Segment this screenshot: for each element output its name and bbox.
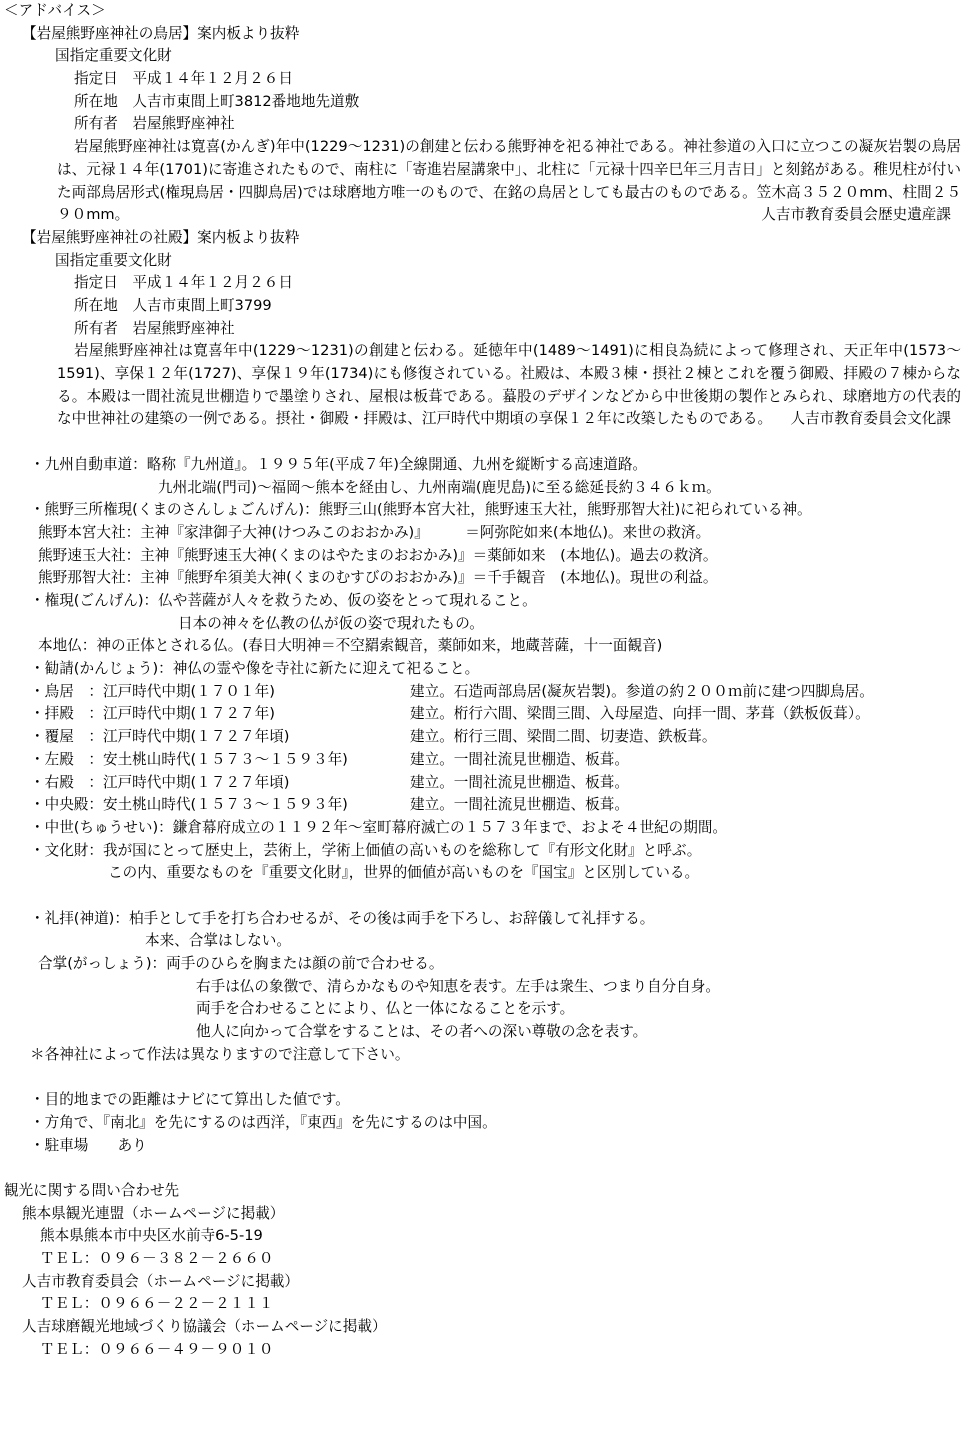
building-row bbox=[0, 794, 971, 817]
building-desc: 建立。桁行三間、梁間二間、切妻造、鉄板葺。 bbox=[410, 728, 717, 746]
building-era: ・右殿 ：江戸時代中期(１７２７年頃) bbox=[30, 773, 290, 791]
torii-section bbox=[0, 23, 971, 227]
shaden-signature: 人吉市教育委員会文化課 bbox=[790, 410, 951, 428]
note-kumano-line1: ・熊野三所権現(くまのさんしょごんげん)：熊野三山(熊野本宮大社，熊野速玉大社，熊野那智大社)に祀られている神。 bbox=[30, 501, 812, 519]
notes-section bbox=[0, 454, 971, 1157]
contact-org1-name: 熊本県観光連盟（ホームページに掲載） bbox=[22, 1204, 285, 1222]
torii-date: 指定日 平成１４年１２月２６日 bbox=[74, 70, 293, 88]
note-gongen-line1: ・権現(ごんげん)：仏や菩薩が人々を救うため、仮の姿をとって現れること。 bbox=[30, 592, 537, 609]
contact-org1-tel: ＴＥＬ：０９６－３８２－２６６０ bbox=[40, 1249, 274, 1267]
spacer bbox=[0, 1066, 971, 1089]
torii-owner: 所有者 岩屋熊野座神社 bbox=[74, 115, 235, 133]
note-distance: ・目的地までの距離はナビにて算出した値です。 bbox=[30, 1091, 350, 1109]
spacer bbox=[0, 431, 971, 454]
contact-org3-name: 人吉球磨観光地域づくり協議会（ホームページに掲載） bbox=[22, 1318, 387, 1335]
note-kyushu-line1: ・九州自動車道：略称『九州道』。１９９５年(平成７年)全線開通、九州を縦断する高速道路。 bbox=[30, 455, 648, 473]
spacer bbox=[0, 885, 971, 908]
header-label: ＜アドバイス＞ bbox=[4, 2, 106, 19]
building-row bbox=[0, 703, 971, 726]
contact-org3-tel: ＴＥＬ：０９６６－４９－９０１０ bbox=[40, 1340, 274, 1358]
contact-org1-address: 熊本県熊本市中央区水前寺6-5-19 bbox=[40, 1227, 263, 1245]
note-direction: ・方角で、『南北』を先にするのは西洋，『東西』を先にするのは中国。 bbox=[30, 1113, 497, 1131]
building-era: ・覆屋 ：江戸時代中期(１７２７年頃) bbox=[30, 728, 290, 746]
shaden-location: 所在地 人吉市東間上町3799 bbox=[74, 297, 272, 314]
note-honjibutsu: 本地仏：神の正体とされる仏。(春日大明神＝不空羂索観音，薬師如来，地蔵菩薩，十一面観音) bbox=[38, 637, 663, 655]
building-desc: 建立。一間社流見世棚造、板葺。 bbox=[410, 796, 629, 814]
building-era: ・中央殿：安土桃山時代(１５７３～１５９３年) bbox=[30, 796, 348, 814]
note-kumano-nachi: 熊野那智大社：主神『熊野牟須美大神(くまのむすびのおおかみ)』＝千手観音 (本地仏)。現世の利益。 bbox=[38, 569, 718, 587]
note-raihai-line2: 本来、合掌はしない。 bbox=[145, 932, 291, 950]
note-kumano-hayatama: 熊野速玉大社：主神『熊野速玉大神(くまのはやたまのおおかみ)』＝薬師如来 (本地仏)。過去の救済。 bbox=[38, 546, 718, 564]
note-gassho-line4: 他人に向かって合掌をすることは、その者への深い尊敬の念を表す。 bbox=[196, 1023, 648, 1041]
shaden-body: 岩屋熊野座神社は寛喜年中(1229～1231)の創建と伝わる。延徳年中(1489～1491)に相良為続によって修理され、天正年中(1573～1591)、享保１２年(1727)、享保１９年(1734)にも修復されている。社殿は、本殿３棟・摂社２棟とこれを覆う御殿、拝殿の７棟からなる。本殿は一間社流見世棚造りで墨塗りされ、屋根は板葺である。蟇股のデザインなどから中世後期の製作とみられ、球磨地方の代表的な中世神社の建築の一例である。摂社・御殿・拝殿は、江戸時代中期頃の享保１２年に改築したものである。 人吉市教育委員会文化課 bbox=[0, 340, 971, 431]
note-raihai-line1: ・礼拝(神道)：柏手として手を打ち合わせるが、その後は両手を下ろし、お辞儀して礼拝する。 bbox=[30, 909, 655, 927]
torii-body: 岩屋熊野座神社は寛喜(かんぎ)年中(1229～1231)の創建と伝わる熊野神を祀る神社である。神社参道の入口に立つこの凝灰岩製の鳥居は、元禄１４年(1701)に寄進されたもので、南柱に「寄進岩屋講衆中」、北柱に「元禄十四辛巳年三月吉日」と刻銘がある。稚児柱が付いた両部鳥居形式(権現鳥居・四脚鳥居)では球磨地方唯一のもので、在銘の鳥居としても最古のものである。笠木高３５２０mm、柱間２５９０mm。 人吉市教育委員会歴史遺産課 bbox=[0, 136, 971, 227]
building-row bbox=[0, 681, 971, 704]
note-gassho-line1: 合掌(がっしょう)：両手のひらを胸または顔の前で合わせる。 bbox=[38, 955, 444, 972]
torii-signature: 人吉市教育委員会歴史遺産課 bbox=[761, 206, 951, 224]
note-bunkazai-line2: この内、重要なものを『重要文化財』，世界的価値が高いものを『国宝』と区別している。 bbox=[108, 864, 700, 882]
contacts-title: 観光に関する問い合わせ先 bbox=[4, 1181, 180, 1199]
shaden-section bbox=[0, 227, 971, 431]
building-row bbox=[0, 772, 971, 795]
torii-location: 所在地 人吉市東間上町3812番地地先道敷 bbox=[74, 92, 360, 110]
torii-designation: 国指定重要文化財 bbox=[55, 47, 172, 65]
building-desc: 建立。一間社流見世棚造、板葺。 bbox=[410, 750, 629, 768]
building-era: ・拝殿 ：江戸時代中期(１７２７年) bbox=[30, 705, 275, 723]
spacer bbox=[0, 1157, 971, 1180]
contact-org2-name: 人吉市教育委員会（ホームページに掲載） bbox=[22, 1272, 299, 1290]
shaden-designation: 国指定重要文化財 bbox=[55, 251, 172, 269]
shaden-date: 指定日 平成１４年１２月２６日 bbox=[74, 274, 293, 292]
note-gassho-line3: 両手を合わせることにより、仏と一体になることを示す。 bbox=[196, 1000, 575, 1018]
note-kanjo: ・勧請(かんじょう)：神仏の霊や像を寺社に新たに迎えて祀ること。 bbox=[30, 660, 480, 678]
building-row bbox=[0, 726, 971, 749]
building-desc: 建立。桁行六間、梁間三間、入母屋造、向拝一間、茅葺（鉄板仮葺）。 bbox=[410, 705, 870, 723]
shaden-title: 【岩屋熊野座神社の社殿】案内板より抜粋 bbox=[22, 228, 300, 246]
note-bunkazai-line1: ・文化財：我が国にとって歴史上，芸術上，学術上価値の高いものを総称して『有形文化財』と呼ぶ。 bbox=[30, 841, 702, 859]
note-kyushu-line2: 九州北端(門司)～福岡～熊本を経由し、九州南端(鹿児島)に至る総延長約３４６ｋｍ。 bbox=[158, 478, 721, 496]
contact-org2-tel: ＴＥＬ：０９６６－２２－２１１１ bbox=[40, 1295, 274, 1313]
shaden-owner: 所有者 岩屋熊野座神社 bbox=[74, 319, 235, 337]
building-desc: 建立。石造両部鳥居(凝灰岩製)。参道の約２００ｍ前に建つ四脚鳥居。 bbox=[410, 682, 874, 700]
note-parking: ・駐車場 あり bbox=[30, 1136, 147, 1154]
note-kumano-hongu: 熊野本宮大社：主神『家津御子大神(けつみこのおおかみ)』 ＝阿弥陀如来(本地仏)。来世の救済。 bbox=[38, 523, 711, 541]
building-row bbox=[0, 749, 971, 772]
note-gassho-line2: 右手は仏の象徴で、清らかなものや知恵を表す。左手は衆生、つまり自分自身。 bbox=[196, 977, 720, 995]
contacts-section bbox=[0, 1180, 971, 1362]
note-caution: ＊各神社によって作法は異なりますので注意して下さい。 bbox=[30, 1045, 410, 1063]
building-desc: 建立。一間社流見世棚造、板葺。 bbox=[410, 773, 629, 791]
torii-title: 【岩屋熊野座神社の鳥居】案内板より抜粋 bbox=[22, 24, 300, 42]
building-era: ・左殿 ：安土桃山時代(１５７３～１５９３年) bbox=[30, 750, 348, 768]
note-chusei: ・中世(ちゅうせい)：鎌倉幕府成立の１１９２年～室町幕府滅亡の１５７３年まで、およそ４世紀の期間。 bbox=[30, 818, 728, 836]
building-era: ・鳥居 ：江戸時代中期(１７０１年) bbox=[30, 682, 275, 700]
note-gongen-line2: 日本の神々を仏教の仏が仮の姿で現れたもの。 bbox=[178, 614, 484, 632]
